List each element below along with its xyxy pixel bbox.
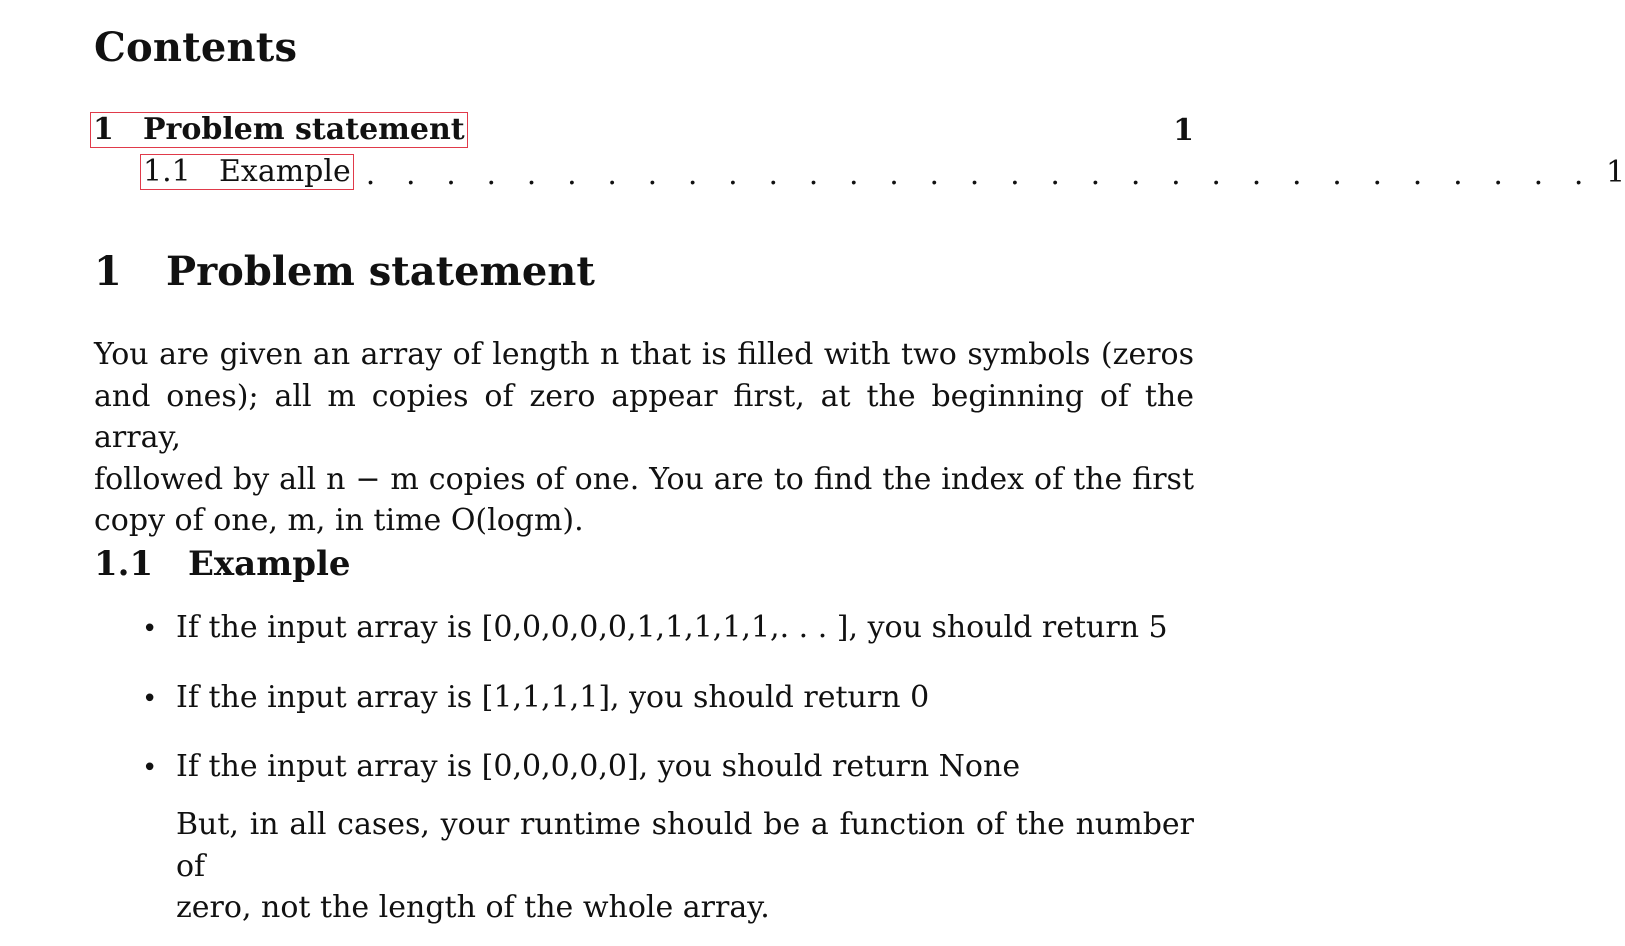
paragraph-line: You are given an array of length n that is filled with two symbols (zeros xyxy=(94,337,1194,372)
list-item xyxy=(142,749,1020,784)
list-item xyxy=(142,610,1168,645)
list-item-text: If the input array is [1,1,1,1], you should return 0 xyxy=(176,680,930,715)
toc-entry-problem-statement xyxy=(94,112,1194,148)
toc-entry-number: 1 xyxy=(93,112,114,147)
toc-link-problem-statement[interactable] xyxy=(90,112,468,148)
note-line: zero, not the length of the whole array. xyxy=(176,890,770,925)
toc-entry-number: 1.1 xyxy=(143,154,191,189)
problem-paragraph xyxy=(94,334,1194,542)
section-number: 1 xyxy=(94,248,122,295)
toc-leaders: . . . . . . . . . . . . . . . . . . . . . . . . . . . . . . . xyxy=(365,157,1595,192)
note-line: But, in all cases, your runtime should be a function of the number of xyxy=(176,807,1194,884)
toc-entry-label: Example xyxy=(219,154,351,189)
paragraph-line: followed by all n − m copies of one. You are to find the index of the first xyxy=(94,461,1194,497)
runtime-note xyxy=(176,804,1194,929)
document-page xyxy=(93,0,1625,946)
subsection-heading xyxy=(94,544,351,584)
paragraph-line: copy of one, m, in time O(logm). xyxy=(94,503,584,538)
toc-entry-example xyxy=(94,154,1625,192)
toc-entry-page: 1 xyxy=(1173,112,1194,148)
list-item xyxy=(142,680,929,715)
toc-title: Contents xyxy=(94,24,298,71)
list-item-text: If the input array is [0,0,0,0,0], you should return None xyxy=(176,749,1021,784)
bullet-icon: • xyxy=(142,753,158,783)
toc-entry-page: 1 xyxy=(1606,154,1625,190)
list-item-text: If the input array is [0,0,0,0,0,1,1,1,1,1,. . . ], you should return 5 xyxy=(176,610,1168,645)
toc-entry-label: Problem statement xyxy=(143,112,465,147)
paragraph-line: and ones); all m copies of zero appear first, at the beginning of the array, xyxy=(94,378,1194,455)
subsection-number: 1.1 xyxy=(94,544,154,584)
section-heading xyxy=(94,248,595,295)
toc-link-example[interactable] xyxy=(140,154,354,190)
bullet-icon: • xyxy=(142,684,158,714)
toc-leaders xyxy=(480,113,1158,147)
section-title: Problem statement xyxy=(166,248,595,295)
subsection-title: Example xyxy=(188,544,351,584)
bullet-icon: • xyxy=(142,614,158,644)
